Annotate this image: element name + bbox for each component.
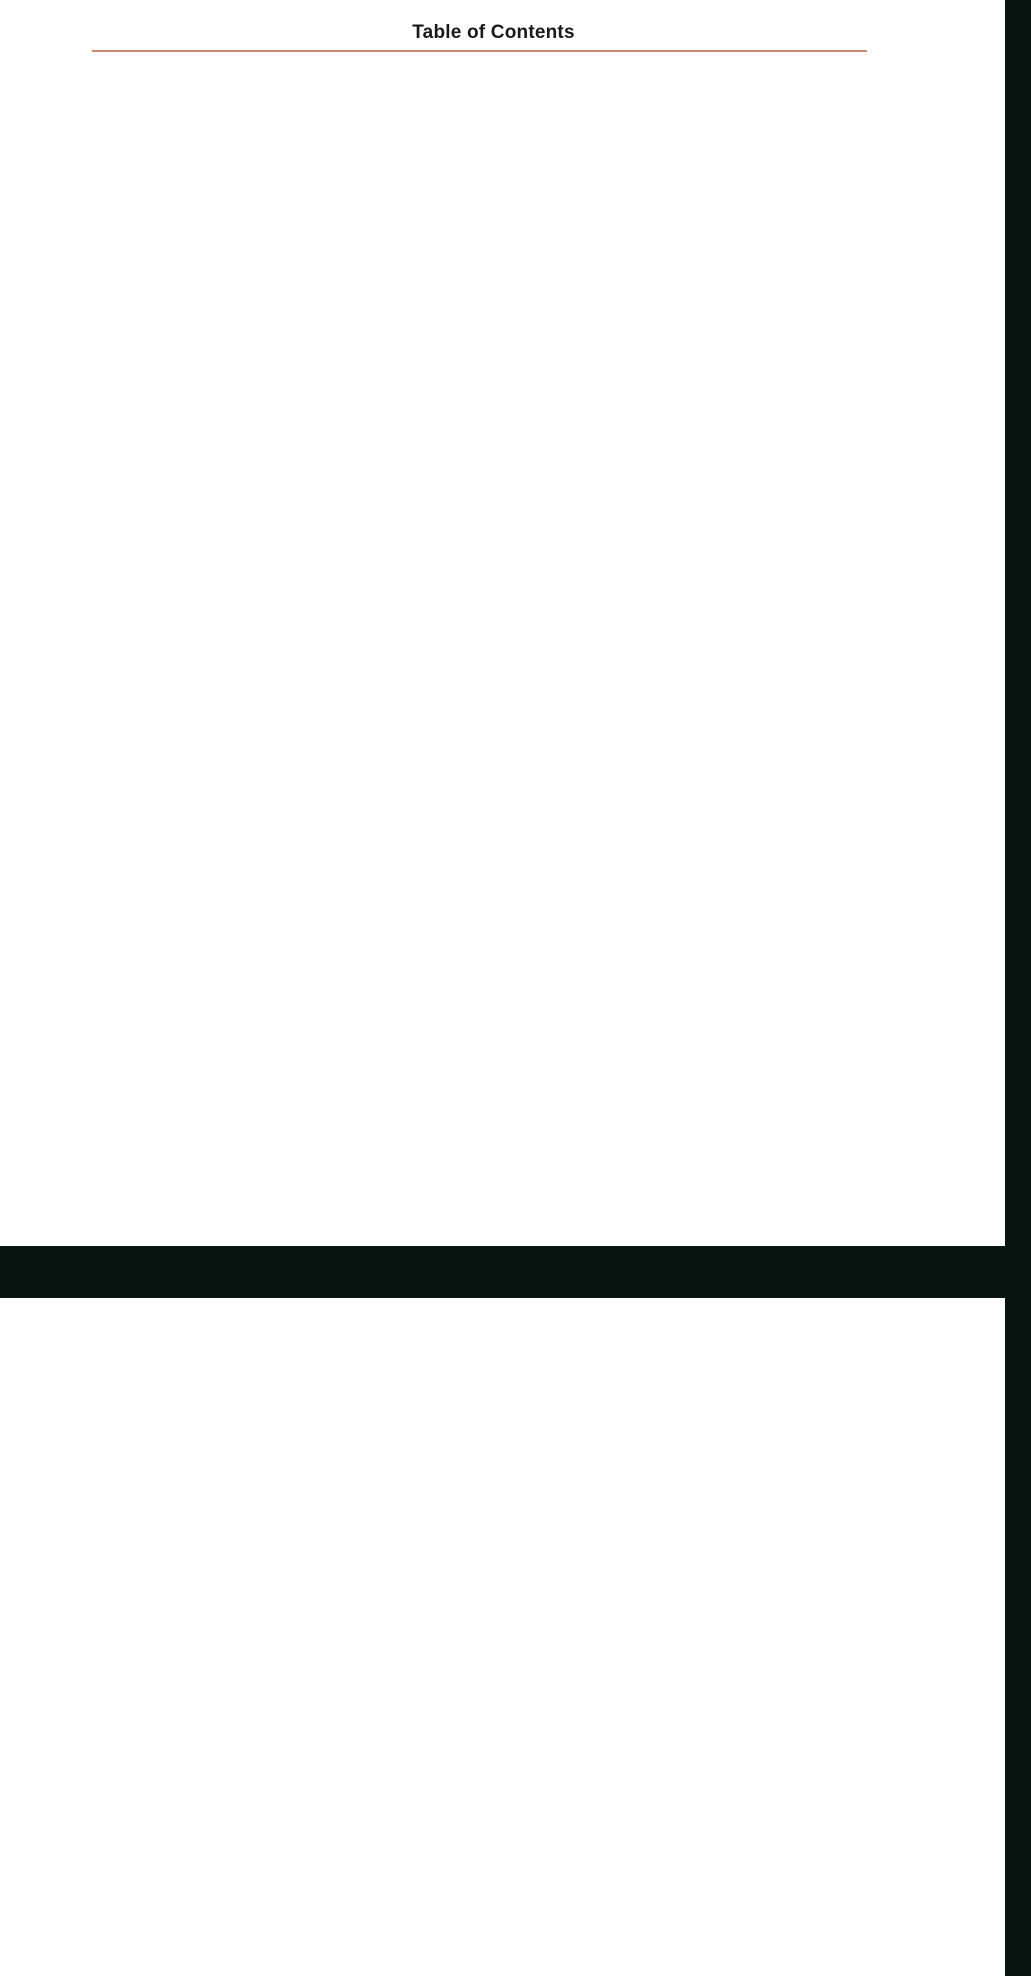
toc-entry-list [0,1298,1005,1402]
toc-page-2 [0,1298,1005,1976]
page-break-gap [0,1246,1031,1298]
page-title: Table of Contents [412,22,575,43]
toc-entry-list [0,52,1005,56]
